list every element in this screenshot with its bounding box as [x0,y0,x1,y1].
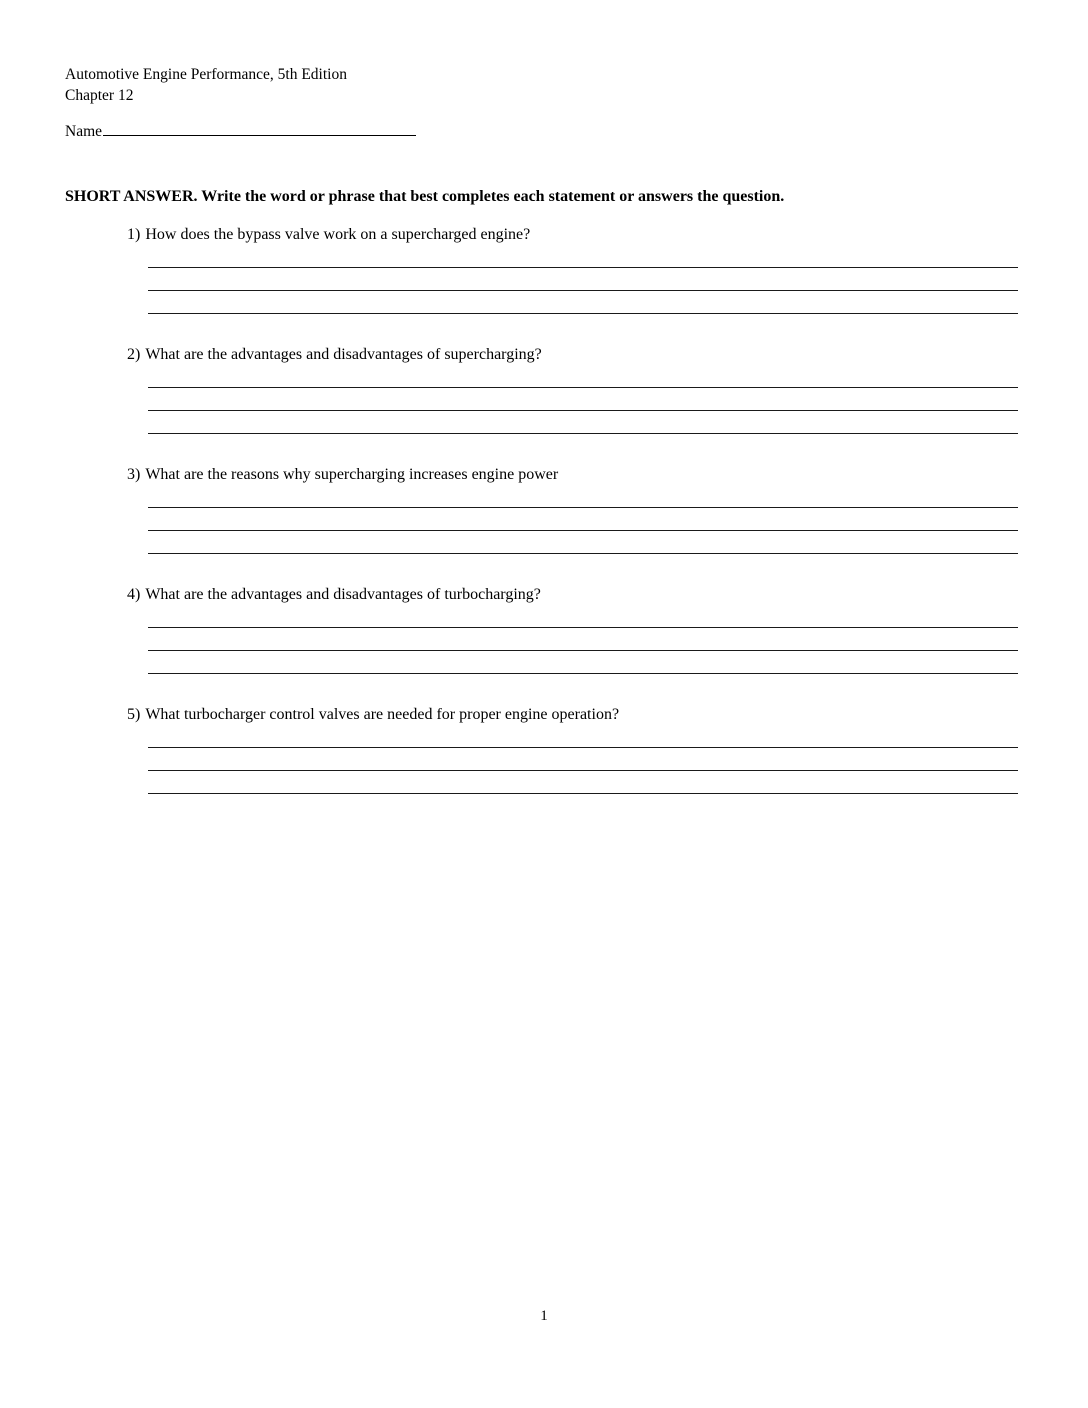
question-body: How does the bypass valve work on a supercharged engine? [145,226,531,243]
question-text [127,705,1018,725]
question-text [127,585,1018,605]
document-header [65,64,1018,106]
answer-line [148,605,1018,628]
question-number: 1) [127,226,141,243]
question-block [127,225,1018,314]
answer-lines [148,245,1018,314]
answer-line [148,628,1018,651]
question-text [127,225,1018,245]
question-text [127,465,1018,485]
question-block [127,585,1018,674]
section-instructions: SHORT ANSWER. Write the word or phrase that best completes each statement or answers the question. [65,188,785,205]
answer-line [148,531,1018,554]
answer-line [148,771,1018,794]
question-number: 5) [127,706,141,723]
answer-line [148,388,1018,411]
answer-line [148,651,1018,674]
question-body: What are the reasons why supercharging increases engine power [145,466,559,483]
answer-line [148,411,1018,434]
question-number: 3) [127,466,141,483]
question-block [127,345,1018,434]
questions-section [65,225,1018,794]
answer-line [148,268,1018,291]
answer-line [148,291,1018,314]
question-body: What turbocharger control valves are needed for proper engine operation? [145,706,620,723]
name-blank-line [103,122,416,136]
question-block [127,705,1018,794]
page-number: 1 [540,1308,548,1324]
question-body: What are the advantages and disadvantages of turbocharging? [145,586,541,603]
chapter-label: Chapter 12 [65,87,134,104]
answer-line [148,245,1018,268]
answer-lines [148,485,1018,554]
question-number: 4) [127,586,141,603]
answer-line [148,725,1018,748]
name-label: Name [65,123,103,140]
document-title: Automotive Engine Performance, 5th Edition [65,66,347,83]
answer-lines [148,365,1018,434]
answer-lines [148,725,1018,794]
question-number: 2) [127,346,141,363]
question-text [127,345,1018,365]
answer-lines [148,605,1018,674]
answer-line [148,748,1018,771]
answer-line [148,508,1018,531]
question-block [127,465,1018,554]
question-body: What are the advantages and disadvantages of supercharging? [145,346,542,363]
answer-line [148,485,1018,508]
name-row [65,122,1018,141]
answer-line [148,365,1018,388]
